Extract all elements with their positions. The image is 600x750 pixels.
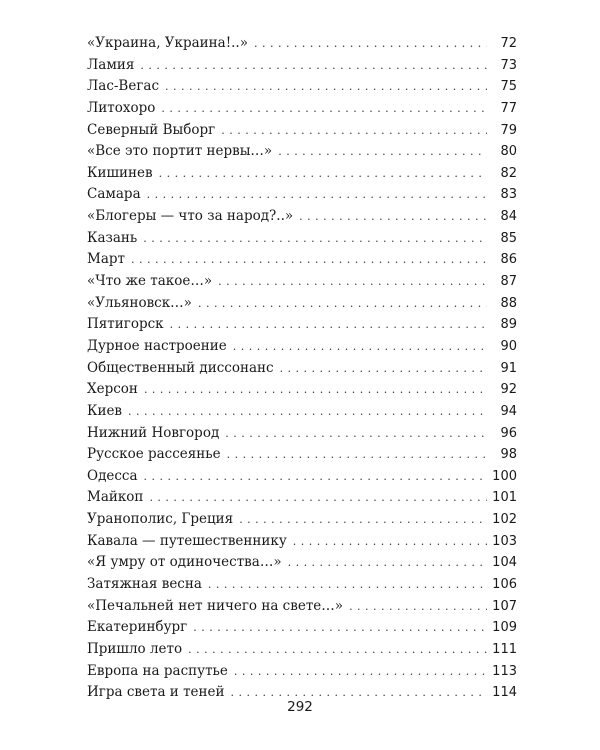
toc-entry-page: 101 [492, 490, 517, 506]
toc-dot-leader [288, 552, 487, 574]
toc-entry [87, 141, 517, 163]
toc-dot-leader [144, 379, 487, 401]
toc-entry-page: 92 [500, 382, 517, 398]
toc-entry [87, 509, 517, 531]
toc-entry [87, 55, 517, 77]
toc-entry-page: 87 [500, 274, 517, 290]
toc-entry-page: 94 [500, 403, 517, 419]
toc-entry [87, 552, 517, 574]
toc-entry [87, 401, 517, 423]
toc-entry-title: «Что же такое…» [87, 273, 213, 290]
toc-dot-leader [227, 444, 487, 466]
toc-entry [87, 531, 517, 553]
toc-entry-title: Майкоп [87, 489, 144, 506]
toc-entry-title: Март [87, 251, 125, 268]
toc-entry-page: 100 [492, 468, 517, 484]
toc-entry [87, 206, 517, 228]
toc-entry-title: Херсон [87, 381, 138, 398]
toc-entry-page: 106 [492, 577, 517, 593]
toc-entry-title: Казань [87, 229, 138, 246]
toc-entry-title: Пришло лето [87, 640, 183, 657]
toc-dot-leader [349, 596, 487, 618]
toc-dot-leader [278, 141, 487, 163]
toc-dot-leader [149, 487, 487, 509]
toc-entry-title: Общественный диссонанс [87, 359, 274, 376]
toc-entry-page: 89 [500, 317, 517, 333]
toc-entry [87, 574, 517, 596]
toc-dot-leader [131, 249, 487, 271]
toc-entry-title: «Я умру от одиночества…» [87, 554, 282, 571]
toc-entry-page: 85 [500, 230, 517, 246]
toc-entry [87, 314, 517, 336]
toc-entry [87, 379, 517, 401]
toc-dot-leader [299, 206, 487, 228]
toc-entry [87, 98, 517, 120]
toc-entry-title: Северный Выборг [87, 121, 216, 138]
toc-entry-title: Игра света и теней [87, 684, 225, 701]
toc-entry-page: 114 [492, 685, 517, 701]
toc-entry-title: Екатеринбург [87, 619, 188, 636]
toc-entry [87, 120, 517, 142]
toc-entry-title: Затяжная весна [87, 576, 202, 593]
toc-entry-page: 77 [500, 100, 517, 116]
toc-dot-leader [198, 293, 487, 315]
toc-entry-title: Ламия [87, 56, 135, 73]
toc-entry [87, 444, 517, 466]
toc-entry-page: 75 [500, 79, 517, 95]
toc-entry-page: 98 [500, 447, 517, 463]
toc-entry-page: 102 [492, 512, 517, 528]
toc-entry-page: 84 [500, 209, 517, 225]
toc-entry-page: 113 [492, 663, 517, 679]
page-number: 292 [287, 699, 313, 715]
toc-entry [87, 487, 517, 509]
toc-dot-leader [188, 639, 487, 661]
toc-entry-page: 104 [492, 555, 517, 571]
toc-entry-page: 109 [492, 620, 517, 636]
toc-dot-leader [234, 661, 487, 683]
toc-entry-title: Пятигорск [87, 316, 164, 333]
toc-entry-title: «Ульяновск…» [87, 294, 192, 311]
toc-entry-page: 96 [500, 425, 517, 441]
toc-dot-leader [225, 423, 487, 445]
toc-dot-leader [165, 76, 487, 98]
toc-dot-leader [144, 466, 487, 488]
toc-dot-leader [143, 228, 487, 250]
toc-entry-page: 103 [492, 533, 517, 549]
toc-entry-title: Одесса [87, 467, 138, 484]
toc-entry [87, 228, 517, 250]
toc-entry-title: Литохоро [87, 99, 156, 116]
toc-entry-title: Кишинев [87, 164, 153, 181]
toc-entry-title: «Блогеры — что за народ?..» [87, 208, 294, 225]
toc-entry-page: 72 [500, 36, 517, 51]
toc-entry [87, 639, 517, 661]
toc-dot-leader [293, 531, 487, 553]
table-of-contents [87, 33, 517, 704]
toc-dot-leader [193, 617, 487, 639]
toc-entry [87, 466, 517, 488]
toc-entry-title: Кавала — путешественнику [87, 532, 287, 549]
toc-entry-title: Киев [87, 402, 123, 419]
toc-entry-title: Самара [87, 186, 141, 203]
toc-entry [87, 661, 517, 683]
toc-dot-leader [128, 401, 487, 423]
toc-entry [87, 596, 517, 618]
toc-entry-title: Европа на распутье [87, 662, 228, 679]
toc-dot-leader [170, 314, 487, 336]
toc-entry [87, 293, 517, 315]
toc-entry-title: Русское рассеянье [87, 446, 221, 463]
toc-entry-title: «Все это портит нервы…» [87, 143, 273, 160]
toc-entry-page: 91 [500, 360, 517, 376]
toc-entry-page: 83 [500, 187, 517, 203]
toc-entry-page: 107 [492, 598, 517, 614]
toc-entry-page: 79 [500, 122, 517, 138]
toc-dot-leader [221, 120, 487, 142]
toc-dot-leader [140, 55, 487, 77]
toc-entry [87, 249, 517, 271]
toc-entry-title: «Украина, Украина!..» [87, 35, 248, 51]
toc-entry [87, 76, 517, 98]
toc-entry [87, 184, 517, 206]
toc-entry [87, 163, 517, 185]
toc-entry-page: 80 [500, 144, 517, 160]
toc-dot-leader [161, 98, 487, 120]
toc-entry-title: «Печальней нет ничего на свете…» [87, 597, 344, 614]
toc-entry [87, 358, 517, 380]
toc-entry-title: Лас-Вегас [87, 78, 160, 95]
toc-entry-page: 86 [500, 252, 517, 268]
toc-entry [87, 423, 517, 445]
toc-entry-page: 90 [500, 338, 517, 354]
toc-dot-leader [254, 33, 487, 55]
toc-entry-page: 111 [492, 641, 517, 657]
toc-dot-leader [159, 163, 487, 185]
toc-entry [87, 617, 517, 639]
toc-dot-leader [280, 358, 487, 380]
toc-entry-page: 88 [500, 295, 517, 311]
toc-entry-title: Дурное настроение [87, 337, 227, 354]
toc-dot-leader [233, 336, 487, 358]
toc-entry-title: Нижний Новгород [87, 424, 220, 441]
toc-entry [87, 271, 517, 293]
toc-entry [87, 336, 517, 358]
toc-dot-leader [208, 574, 487, 596]
toc-entry-page: 82 [500, 165, 517, 181]
toc-entry-page: 73 [500, 57, 517, 73]
toc-entry-title: Уранополис, Греция [87, 511, 234, 528]
toc-dot-leader [239, 509, 487, 531]
toc-entry [87, 33, 517, 55]
toc-dot-leader [147, 184, 487, 206]
toc-dot-leader [218, 271, 487, 293]
